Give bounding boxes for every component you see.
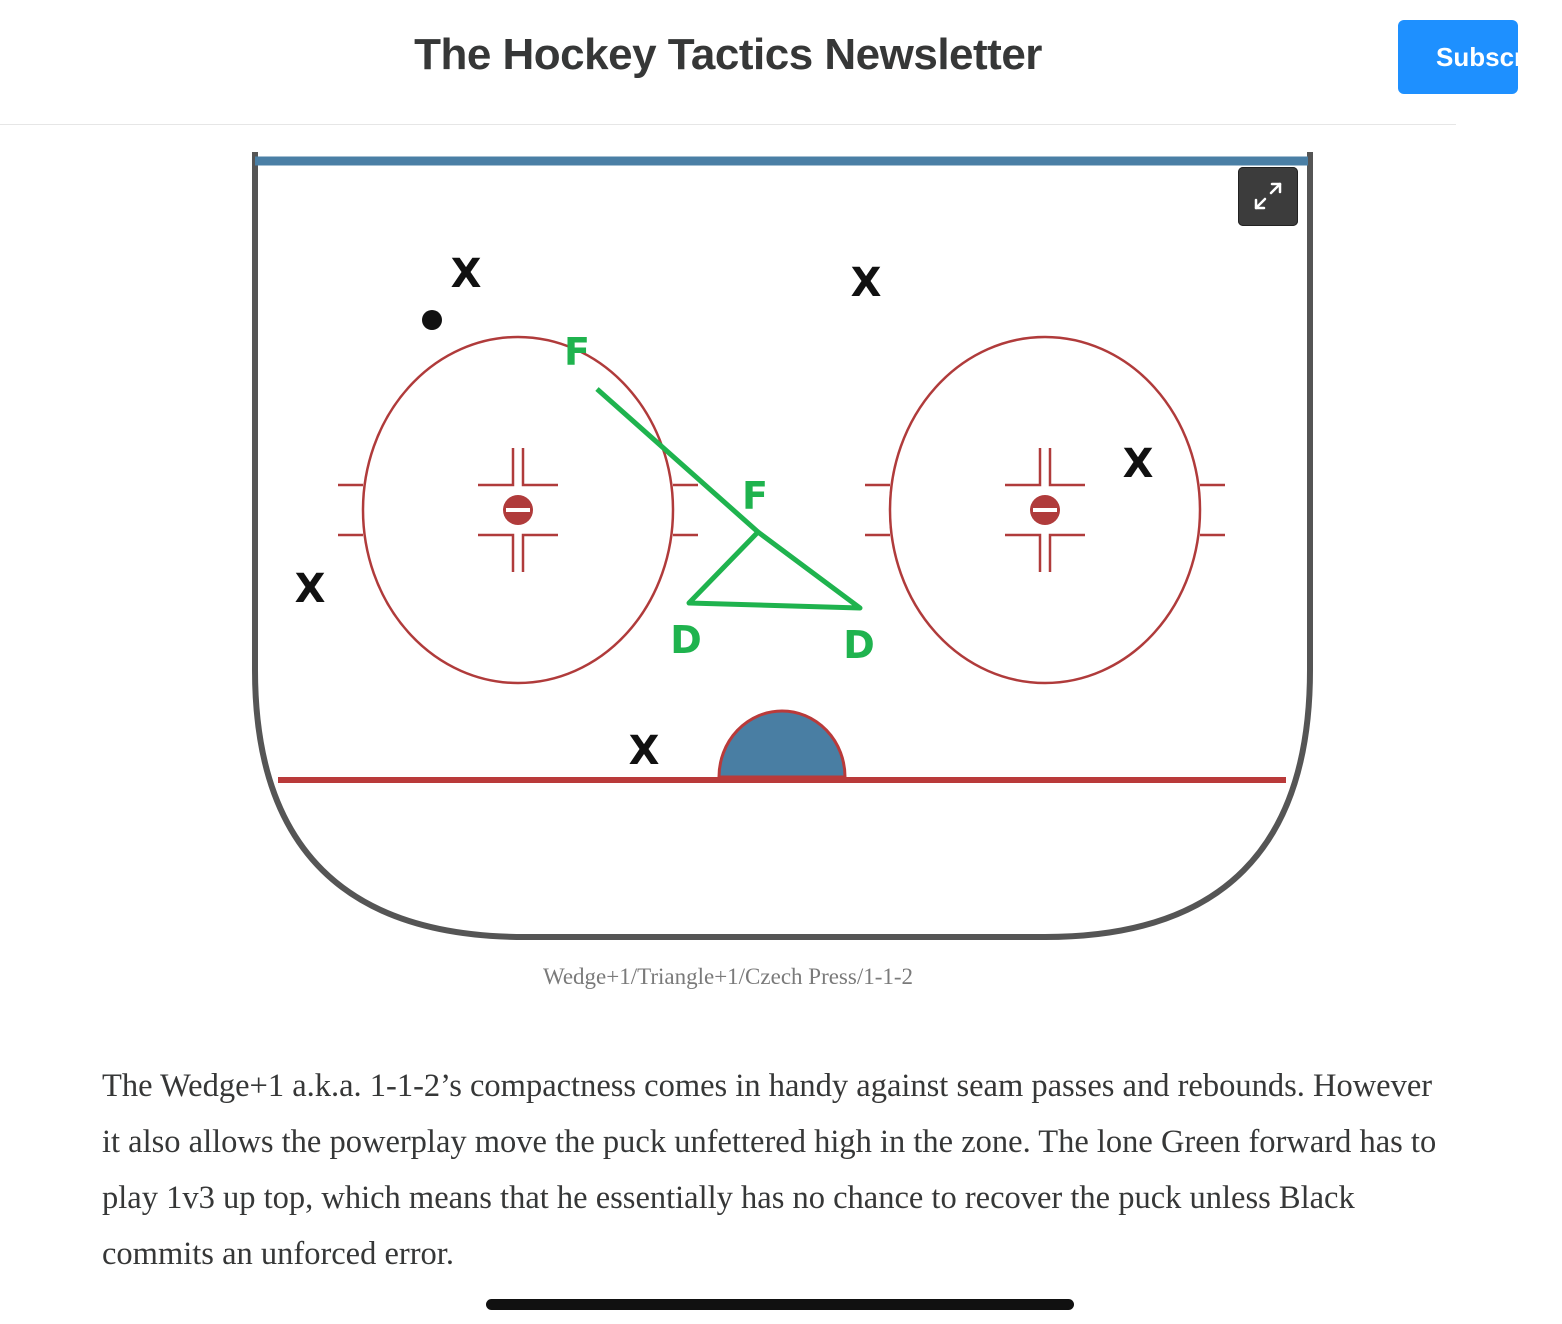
article-paragraph: The Wedge+1 a.k.a. 1-1-2’s compactness comes in handy against seam passes and rebounds. However it also allows the powerplay move the puck unfettered high in the zone. The lone Green forward has to play 1v3 up top, which means that he essentially has no chance to recover the puck unless Black commits an unforced error. bbox=[102, 1068, 1437, 1272]
black-player-x-3: X bbox=[1122, 441, 1154, 487]
black-player-x-5: X bbox=[628, 728, 660, 774]
goal-crease bbox=[719, 711, 845, 777]
left-faceoff-dot bbox=[503, 495, 533, 525]
subscribe-button[interactable]: Subscribe bbox=[1398, 20, 1518, 94]
publication-title[interactable]: The Hockey Tactics Newsletter bbox=[414, 30, 1042, 79]
black-player-x-4: X bbox=[294, 566, 326, 612]
rink-boards bbox=[255, 152, 1310, 937]
green-forward-f-1: F bbox=[564, 330, 590, 374]
rink-diagram bbox=[240, 140, 1320, 950]
green-defense-d-2: D bbox=[843, 623, 875, 667]
home-indicator-bar[interactable] bbox=[486, 1299, 1074, 1310]
black-player-x-1: X bbox=[450, 251, 482, 297]
expand-arrows-icon bbox=[1238, 167, 1298, 226]
right-faceoff-dot bbox=[1030, 495, 1060, 525]
puck bbox=[422, 310, 442, 330]
green-forward-f-2: F bbox=[742, 474, 768, 518]
figure-caption: Wedge+1/Triangle+1/Czech Press/1-1-2 bbox=[542, 964, 914, 989]
rink-diagram-figure[interactable] bbox=[240, 140, 1320, 950]
expand-image-button[interactable] bbox=[1238, 167, 1298, 226]
black-player-x-2: X bbox=[850, 260, 882, 306]
publication-header bbox=[0, 0, 1562, 125]
green-defense-d-1: D bbox=[670, 618, 702, 662]
green-wedge-lines bbox=[597, 389, 860, 608]
